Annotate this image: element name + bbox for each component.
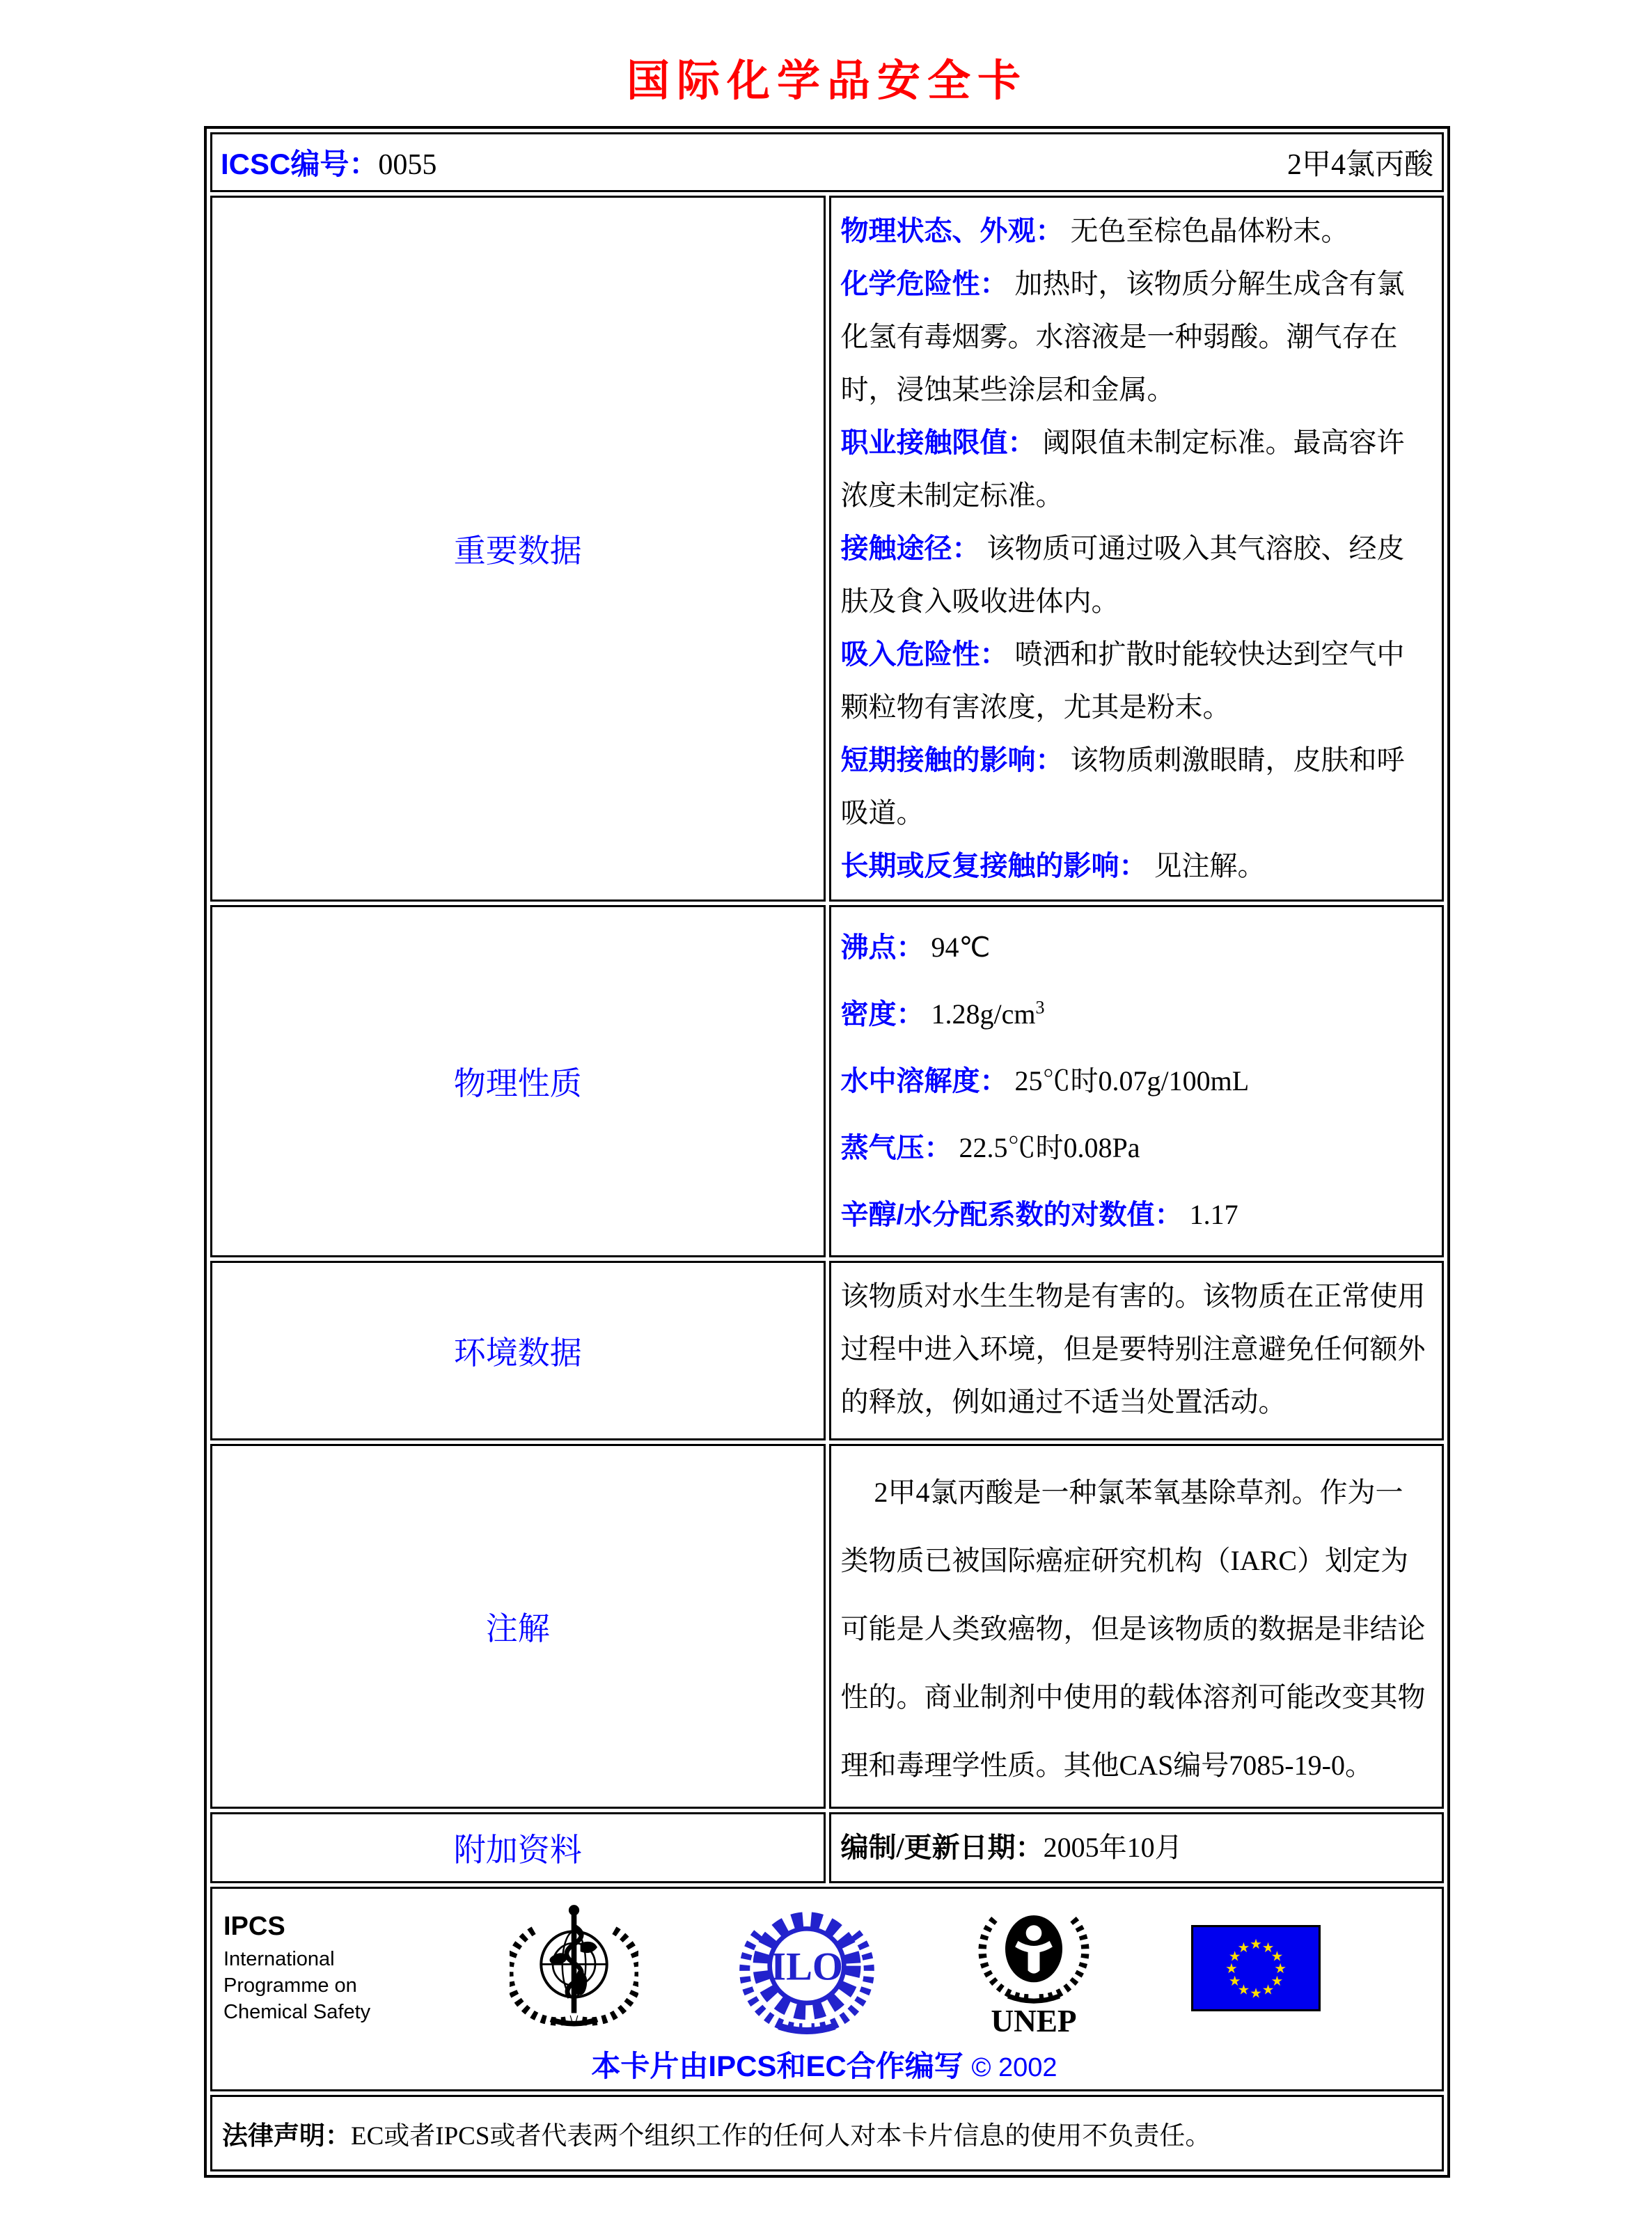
svg-text:★: ★ — [1250, 1936, 1262, 1953]
physical-item-text: 1.28g/cm — [931, 998, 1036, 1030]
logos-cell — [210, 1887, 1444, 2091]
notes-content — [829, 1444, 1445, 1809]
legal-cell — [210, 2095, 1444, 2171]
legal-notice-label: 法律声明： — [222, 2121, 351, 2150]
update-date-value: 2005年10月 — [1043, 1832, 1183, 1863]
who-logo-icon — [510, 1901, 638, 2036]
svg-text:★: ★ — [1274, 1961, 1287, 1977]
section-label-additional-info: 附加资料 — [210, 1812, 826, 1883]
important-item — [841, 734, 1430, 840]
update-date-label: 编制/更新日期： — [840, 1832, 1044, 1863]
important-item — [841, 205, 1430, 258]
physical-item-label: 密度： — [840, 999, 925, 1030]
important-item-text: 阈限值未制定标准。最高容许浓度未制定标准。 — [840, 427, 1405, 511]
environmental-data-content — [829, 1261, 1445, 1440]
important-item-label: 物理状态、外观： — [840, 216, 1064, 246]
section-label-physical-properties: 物理性质 — [210, 905, 826, 1257]
physical-properties-content — [829, 905, 1445, 1257]
unep-logo-icon — [975, 1894, 1093, 2043]
physical-item-label: 辛醇/水分配系数的对数值： — [840, 1200, 1183, 1230]
icsc-card-table — [204, 126, 1450, 2178]
svg-text:★: ★ — [1271, 1948, 1284, 1965]
important-item-text: 该物质刺激眼睛，皮肤和呼吸道。 — [840, 744, 1405, 828]
physical-item — [841, 914, 1430, 981]
important-item-text: 喷洒和扩散时能较快达到空气中颗粒物有害浓度，尤其是粉末。 — [840, 638, 1405, 723]
environmental-data-text: 该物质对水生生物是有害的。该物质在正常使用过程中进入环境，但是要特别注意避免任何额外的释放，例如通过不适当处置活动。 — [840, 1280, 1426, 1417]
header-row — [210, 132, 1444, 192]
eu-flag-icon — [1191, 1925, 1321, 2011]
section-label-important-data: 重要数据 — [210, 196, 826, 902]
legal-row — [210, 2095, 1444, 2171]
important-item-label: 接触途径： — [840, 533, 980, 564]
header-cell — [210, 132, 1444, 192]
ilo-logo-text: ILO — [770, 1945, 843, 1989]
notes-row — [210, 1444, 1444, 1809]
physical-item-label: 沸点： — [840, 932, 925, 963]
physical-item — [841, 1181, 1430, 1248]
svg-text:★: ★ — [1250, 1985, 1262, 2002]
physical-item — [841, 1048, 1430, 1115]
svg-text:★: ★ — [1261, 1939, 1275, 1956]
physical-properties-row — [210, 905, 1444, 1257]
chemical-name: 2甲4氯丙酸 — [1287, 149, 1433, 181]
ipcs-text-block — [223, 1912, 411, 2025]
physical-item — [841, 981, 1430, 1048]
icsc-number-label: ICSC编号： — [221, 148, 379, 180]
important-item — [841, 522, 1430, 628]
svg-text:★: ★ — [1237, 1939, 1250, 1956]
section-label-notes: 注解 — [210, 1444, 826, 1809]
credit-line — [223, 2043, 1425, 2085]
ipcs-name-line: International — [223, 1947, 335, 1970]
important-item — [841, 840, 1430, 893]
physical-item-text: 1.17 — [1189, 1199, 1238, 1230]
important-item-label: 短期接触的影响： — [840, 745, 1064, 776]
ipcs-name-line: Chemical Safety — [223, 2000, 371, 2023]
physical-item-superscript: 3 — [1035, 997, 1045, 1018]
unep-logo-text: UNEP — [991, 2003, 1077, 2038]
svg-text:★: ★ — [1225, 1961, 1238, 1977]
credit-text: 本卡片由IPCS和EC合作编写 — [591, 2050, 963, 2082]
physical-item-label: 水中溶解度： — [840, 1066, 1008, 1097]
physical-item-text: 25℃时0.07g/100mL — [1014, 1065, 1250, 1097]
additional-info-content — [829, 1812, 1445, 1883]
logos-row — [210, 1887, 1444, 2091]
important-data-content — [829, 196, 1445, 902]
svg-text:★: ★ — [1228, 1972, 1241, 1989]
important-item-label: 职业接触限值： — [840, 427, 1036, 458]
ipcs-acronym: IPCS — [223, 1911, 285, 1941]
important-item-label: 化学危险性： — [840, 269, 1008, 299]
icsc-number-group — [221, 141, 436, 183]
svg-text:★: ★ — [1261, 1981, 1275, 1998]
copyright-text: © 2002 — [971, 2053, 1057, 2082]
svg-text:★: ★ — [1237, 1981, 1250, 1998]
page-title: 国际化学品安全卡 — [626, 58, 1028, 105]
important-item-text: 该物质可通过吸入其气溶胶、经皮肤及食入吸收进体内。 — [840, 533, 1405, 617]
important-item-label: 吸入危险性： — [840, 639, 1008, 670]
physical-item-label: 蒸气压： — [840, 1133, 952, 1163]
environmental-data-row — [210, 1261, 1444, 1440]
icsc-number-value: 0055 — [378, 149, 437, 181]
important-data-row — [210, 196, 1444, 902]
important-item-text: 加热时，该物质分解生成含有氯化氢有毒烟雾。水溶液是一种弱酸。潮气存在时，浸蚀某些涂层和金属。 — [840, 268, 1405, 405]
important-item — [841, 416, 1430, 522]
important-item-text: 见注解。 — [1154, 850, 1266, 881]
section-label-environmental-data: 环境数据 — [210, 1261, 826, 1440]
notes-text: 2甲4氯丙酸是一种氯苯氧基除草剂。作为一类物质已被国际癌症研究机构（IARC）划定为可能是人类致癌物，但是该物质的数据是非结论性的。商业制剂中使用的载体溶剂可能改变其物理和毒理学性质。其他CAS编号7085-19-0。 — [840, 1477, 1426, 1781]
physical-item-text: 22.5℃时0.08Pa — [959, 1132, 1140, 1163]
legal-notice-text: EC或者IPCS或者代表两个组织工作的任何人对本卡片信息的使用不负责任。 — [351, 2122, 1211, 2151]
important-item-label: 长期或反复接触的影响： — [840, 851, 1147, 881]
svg-text:★: ★ — [1271, 1972, 1284, 1989]
important-item — [841, 258, 1430, 416]
important-item — [841, 628, 1430, 734]
ipcs-name-line: Programme on — [223, 1974, 357, 1997]
important-item-text: 无色至棕色晶体粉末。 — [1070, 215, 1349, 246]
svg-text:★: ★ — [1228, 1948, 1241, 1965]
physical-item-text: 94℃ — [931, 932, 991, 963]
ilo-logo-icon — [737, 1899, 876, 2038]
physical-item — [841, 1115, 1430, 1181]
additional-info-row — [210, 1812, 1444, 1883]
